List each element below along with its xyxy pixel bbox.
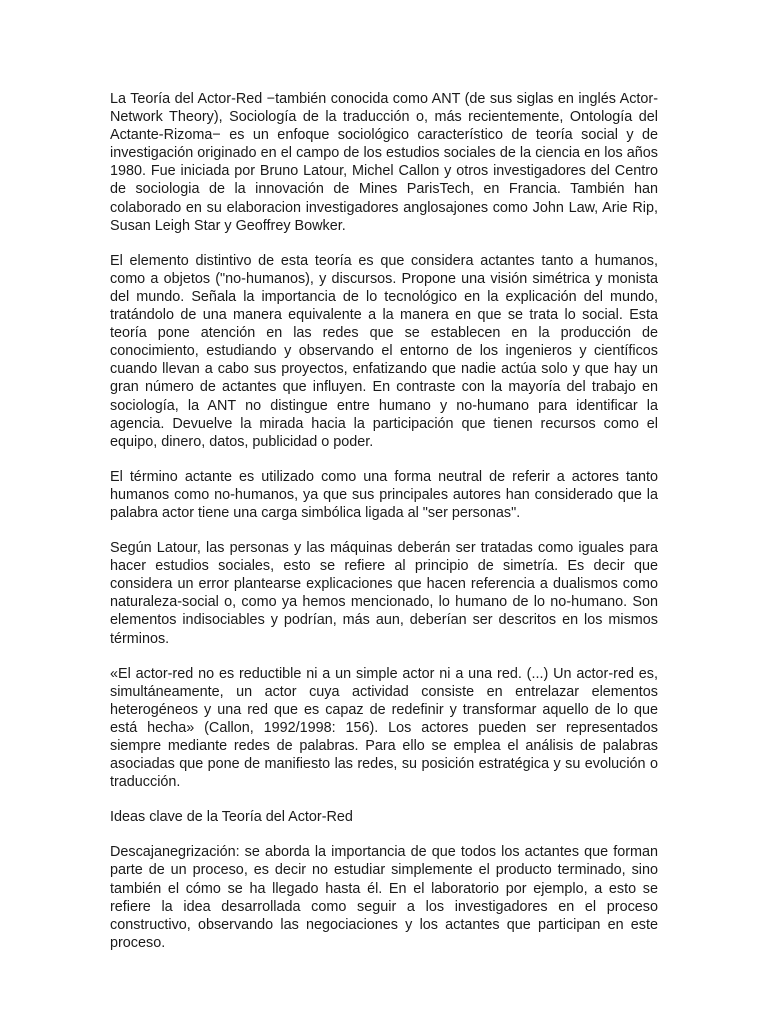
paragraph-distinctive-element: El elemento distintivo de esta teoría es que considera actantes tanto a humanos, como a objetos ("no-humanos), y discursos. Propone una visión simétrica y monista del mundo. Señala la importancia de lo tecnológico en la explicación del mundo, tratándolo de una manera equivalente a la manera en que se trata lo social. Esta teoría pone atención en las redes que se establecen en la producción de conocimiento, estudiando y observando el entorno de los ingenieros y científicos cuando llevan a cabo sus proyectos, enfatizando que nadie actúa solo y que hay un gran número de actantes que influyen. En contraste con la mayoría del trabajo en sociología, la ANT no distingue entre humano y no-humano para identificar la agencia. Devuelve la mirada hacia la participación que tienen recursos como el equipo, dinero, datos, publicidad o poder. <box>110 252 658 450</box>
paragraph-symmetry-principle: Según Latour, las personas y las máquinas deberán ser tratadas como iguales para hacer estudios sociales, esto se refiere al principio de simetría. Es decir que considera un error plantearse explicaciones que hacen referencia a dualismos como naturaleza-social o, como ya hemos mencionado, lo humano de lo no-humano. Son elementos indisociables y podrían, más aun, deberían ser descritos en los mismos términos. <box>110 540 658 647</box>
paragraph-intro: La Teoría del Actor-Red −también conocida como ANT (de sus siglas en inglés Actor-Network Theory), Sociología de la traducción o, más recientemente, Ontología del Actante-Rizoma− es un enfoque sociológico característico de teoría social y de investigación originado en el campo de los estudios sociales de la ciencia en los años 1980. Fue iniciada por Bruno Latour, Michel Callon y otros investigadores del Centro de sociologia de la innovación de Mines ParisTech, en Francia. También han colaborado en su elaboracion investigadores anglosajones como John Law, Arie Rip, Susan Leigh Star y Geoffrey Bowker. <box>110 91 658 234</box>
paragraph-blackboxing: Descajanegrización: se aborda la importancia de que todos los actantes que forman parte de un proceso, es decir no estudiar simplemente el producto terminado, sino también el cómo se ha llegado hasta él. En el laboratorio por ejemplo, a esto se refiere la idea desarrollada como seguir a los investigadores en el proceso constructivo, observando las negociaciones y los actantes que participan en este proceso. <box>110 844 658 951</box>
paragraph-actant-term: El término actante es utilizado como una forma neutral de referir a actores tanto humanos como no-humanos, ya que sus principales autores han considerado que la palabra actor tiene una carga simbólica ligada al "ser personas". <box>110 468 658 521</box>
document-page <box>110 90 658 969</box>
section-heading: Ideas clave de la Teoría del Actor-Red <box>110 809 353 826</box>
paragraph-actor-network-quote: «El actor-red no es reductible ni a un simple actor ni a una red. (...) Un actor-red es, simultáneamente, un actor cuya actividad consiste en entrelazar elementos heterogéneos y una red que es capaz de redefinir y transformar aquello de lo que está hecha» (Callon, 1992/1998: 156). Los actores pueden ser representados siempre mediante redes de palabras. Para ello se emplea el análisis de palabras asociadas que pone de manifiesto las redes, su posición estratégica y su evolución o traducción. <box>110 665 658 791</box>
